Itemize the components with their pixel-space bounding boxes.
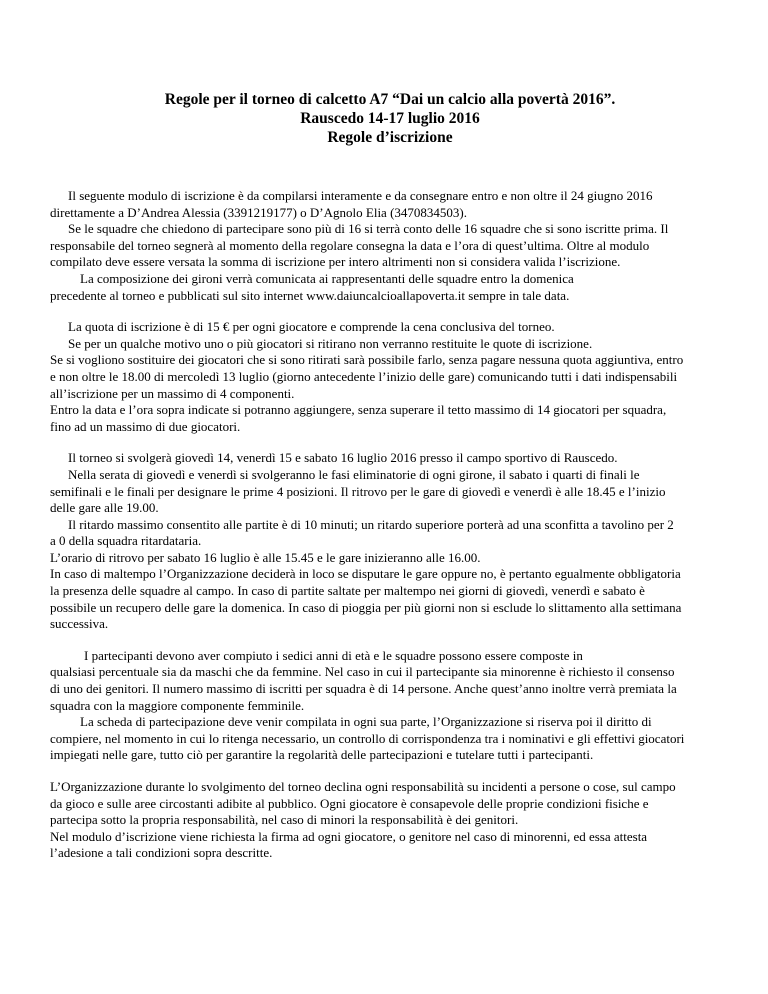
paragraph-registration [50,188,730,304]
text-line: compiere, nel momento in cui lo ritenga necessario, un controllo di corrispondenza tra i nominativi e gli effettivi giocatori [50,730,685,746]
text-line: di uno dei genitori. Il numero massimo di iscritti per squadra è di 14 persone. Anche quest’anno inoltre verrà premiata la [50,681,677,697]
text-line: I partecipanti devono aver compiuto i sedici anni di età e le squadre possono essere composte in [84,647,583,663]
text-line: L’Organizzazione durante lo svolgimento del torneo declina ogni responsabilità su incidenti a persone o cose, sul campo [50,779,676,794]
text-line: qualsiasi percentuale sia da maschi che da femmine. Nel caso in cui il partecipante sia minorenne è richiesto il consenso [50,664,675,680]
text-line: Il seguente modulo di iscrizione è da compilarsi interamente e da consegnare entro e non oltre il 24 giugno 2016 [68,188,653,203]
text-line: Nella serata di giovedì e venerdì si svolgeranno le fasi eliminatorie di ogni girone, il sabato i quarti di finali le [68,466,640,482]
text-line: a 0 della squadra ritardataria. [50,533,202,549]
paragraph-fee [50,319,730,435]
text-line: semifinali e le finali per designare le prime 4 posizioni. Il ritrovo per le gare di giovedì e venerdì è alle 18.45 e l’inizio [50,483,666,499]
text-line: compilato deve essere versata la somma di iscrizione per intero altrimenti non si considera valida l’iscrizione. [50,254,621,270]
text-line: l’adesione a tali condizioni sopra descritte. [50,845,273,861]
title-section-line: Regole d’iscrizione [327,129,453,146]
text-line: successiva. [50,616,109,632]
text-line: La quota di iscrizione è di 15 € per ogni giocatore e comprende la cena conclusiva del torneo. [68,319,555,335]
text-line: impiegati nelle gare, tutto ciò per garantire la regolarità delle partecipazioni e tutelare tutti i partecipanti. [50,747,594,763]
text-line: da gioco e sulle aree circostanti adibite al pubblico. Ogni giocatore è consapevole delle proprie condizioni fisiche e [50,795,649,811]
text-line: Se si vogliono sostituire dei giocatori che si sono ritirati sarà possibile farlo, senza pagare nessuna quota aggiuntiva, entro [50,352,684,368]
document-title [50,90,730,147]
text-line: Entro la data e l’ora sopra indicate si potranno aggiungere, senza superare il tetto massimo di 14 giocatori per squadra, [50,402,667,418]
text-line: fino ad un massimo di due giocatori. [50,418,241,434]
text-line: responsabile del torneo segnerà al momento della regolare consegna la data e l’ora di quest’ultima. Oltre al modulo [50,237,650,253]
paragraph-schedule [50,450,730,633]
text-line: possibile un recupero delle gare la domenica. In caso di pioggia per più giorni non si esclude lo slittamento alla settimana [50,599,682,615]
text-line: e non oltre le 18.00 di mercoledì 13 luglio (giorno antecedente l’inizio delle gare) comunicando tutti i dati indispensabili [50,368,678,384]
title-line: Regole per il torneo di calcetto A7 “Dai un calcio alla povertà 2016”. [164,91,616,108]
text-line: squadra con la maggiore componente femminile. [50,697,305,713]
paragraph-participants [50,648,730,764]
title-subtitle-line: Rauscedo 14-17 luglio 2016 [300,110,480,127]
text-line: L’orario di ritrovo per sabato 16 luglio è alle 15.45 e le gare inizieranno alle 16.00. [50,549,481,565]
text-line: In caso di maltempo l’Organizzazione deciderà in loco se disputare le gare oppure no, è pertanto egualmente obbligatoria [50,566,681,582]
text-line: precedente al torneo e pubblicati sul sito internet www.daiuncalcioallapoverta.it sempre in tale data. [50,287,570,303]
text-line: la presenza delle squadre al campo. In caso di partite saltate per maltempo nei giorni di giovedì, venerdì e sabato è [50,583,645,599]
text-line: direttamente a D’Andrea Alessia (3391219177) o D’Agnolo Elia (3470834503). [50,204,467,220]
text-line: Nel modulo d’iscrizione viene richiesta la firma ad ogni giocatore, o genitore nel caso di minorenni, ed essa attesta [50,828,648,844]
text-line: Il ritardo massimo consentito alle partite è di 10 minuti; un ritardo superiore porterà ad una sconfitta a tavolino per 2 [68,516,674,532]
document-body [50,188,730,862]
text-line: La scheda di partecipazione deve venir compilata in ogni sua parte, l’Organizzazione si riserva poi il diritto di [80,714,652,730]
text-line: Il torneo si svolgerà giovedì 14, venerdì 15 e sabato 16 luglio 2016 presso il campo sportivo di Rauscedo. [68,450,618,466]
text-line: partecipa sotto la propria responsabilità, nel caso di minori la responsabilità è dei genitori. [50,812,519,828]
text-line: Se per un qualche motivo uno o più giocatori si ritirano non verranno restituite le quote di iscrizione. [68,335,593,351]
text-line: delle gare alle 19.00. [50,500,159,516]
text-line: Se le squadre che chiedono di partecipare sono più di 16 si terrà conto delle 16 squadre che si sono iscritte prima. Il [68,221,669,237]
text-line: La composizione dei gironi verrà comunicata ai rappresentanti delle squadre entro la domenica [80,270,574,286]
text-line: all’iscrizione per un massimo di 4 componenti. [50,385,295,401]
paragraph-liability [50,779,730,862]
document-page [50,90,730,877]
